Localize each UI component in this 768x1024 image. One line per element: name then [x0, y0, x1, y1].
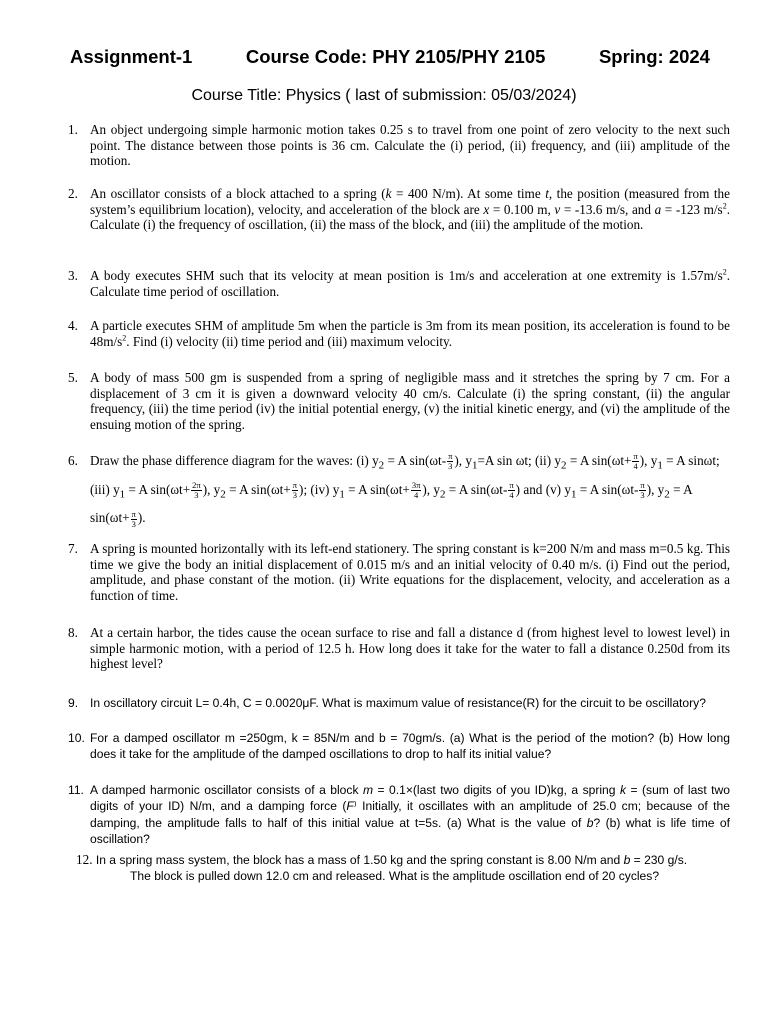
fraction-pi-over-3: $\frac{\pi}{3}$: [640, 480, 645, 501]
question-number: 9.: [68, 696, 79, 710]
question-12: [76, 852, 736, 885]
question-6: [68, 449, 730, 529]
question-number: 7.: [68, 541, 78, 556]
question-text: In oscillatory circuit L= 0.4h, C = 0.0020μF. What is maximum value of resistance(R) for the circuit to be oscillatory?: [90, 696, 706, 710]
fraction-pi-over-4: $\frac{\pi}{4}$: [633, 451, 638, 472]
fraction-pi-over-3: $\frac{\pi}{3}$: [292, 480, 298, 501]
course-code: Course Code: PHY 2105/PHY 2105: [245, 46, 546, 67]
question-number: 2.: [68, 186, 78, 201]
question-12-line-2: The block is pulled down 12.0 cm and released. What is the amplitude oscillation end of 20 cycles?: [130, 869, 660, 884]
question-10: [68, 730, 730, 763]
question-1: [68, 122, 730, 169]
question-number: 4.: [68, 318, 78, 333]
question-number: 11.: [68, 783, 84, 797]
fraction-2pi-over-3: $\frac{2\pi}{3}$: [192, 480, 201, 501]
question-number: 8.: [68, 625, 78, 640]
question-number: 5.: [68, 370, 78, 385]
question-text: A spring is mounted horizontally with its left-end stationery. The spring constant is k=200 N/m and mass m=0.5 kg. This time we give the body an initial displacement of 0.015 m/s and an initial velocity of 0.40 m/s. (i) Find out the period, amplitude, and phase constant of the motion. (ii) Write equations for the displacement, velocity, and acceleration as a function of time.: [90, 541, 730, 603]
semester: Spring: 2024: [598, 46, 710, 67]
question-3: [68, 268, 730, 299]
header: [70, 46, 710, 68]
question-text: A body of mass 500 gm is suspended from a spring of negligible mass and it stretches the spring by 7 cm. For a displacement of 3 cm it is given a downward velocity 40 cm/s. Calculate (i) the spring constant, (ii) the angular frequency, (iii) the time period (iv) the initial potential energy, (v) the initial kinetic energy, and (vi) the amplitude of the ensuing motion of the spring.: [90, 370, 730, 432]
question-4: [68, 318, 730, 349]
question-5: [68, 370, 730, 432]
question-number: 10.: [68, 731, 85, 745]
question-text: For a damped oscillator m =250gm, k = 85N/m and b = 70gm/s. (a) What is the period of the motion? (b) How long does it take for the amplitude of the damped oscillations to drop to half its initial value?: [90, 731, 730, 762]
question-number: 12.: [76, 852, 93, 867]
question-9: [68, 695, 730, 711]
fraction-pi-over-3: $\frac{\pi}{3}$: [448, 451, 453, 472]
question-text: A damped harmonic oscillator consists of a block m = 0.1×(last two digits of you ID)kg, a spring k = (sum of last two digits of your ID) N/m, and a damping force (F⁾ Initially, it oscillates with an amplitude of 25.0 cm; because of the damping, the amplitude falls to half of this initial value at t=5s. (a) What is the value of b? (b) what is life time of oscillation?: [90, 783, 730, 847]
question-8: [68, 625, 730, 672]
question-text: A particle executes SHM of amplitude 5m when the particle is 3m from its mean position, its acceleration is found to be $48m/s^2$. Find (i) velocity (ii) time period and (iii) maximum velocity.: [90, 318, 730, 349]
question-text: An oscillator consists of a block attached to a spring (k = 400 N/m). At some time t, the position (measured from the system’s equilibrium location), velocity, and acceleration of the block are x = 0.100 m, v = -13.6 m/s, and a = -123 $m/s^2$. Calculate (i) the frequency of oscillation, (ii) the mass of the block, and (iii) the amplitude of the motion.: [90, 186, 730, 233]
fraction-pi-over-3: $\frac{\pi}{3}$: [131, 508, 136, 529]
question-number: 3.: [68, 268, 78, 283]
fraction-3pi-over-4: $\frac{3\pi}{4}$: [411, 480, 421, 501]
question-text: Draw the phase difference diagram for the waves: (i) $y_2 = A$ sin(ωt- $\frac{\pi}{3}$ ), $y_1=A$ sin ωt; (ii) $y_2 = A$ sin(ωt+ $\frac{\pi}{4}$ ), $y_1 = A$ sinωt; (iii) $y_1 = A$ sin(ωt+ $\frac{2\pi}{3}$ ), $y_2 = A$ sin(ωt+ $\frac{\pi}{3}$ ); (iv) $y_1 = A$ sin(ωt+ $\frac{3\pi}{4}$ ), $y_2 = A$ sin(ωt- $\frac{\pi}{4}$ ) and (v) $y_1 = A$ sin(ωt- $\frac{\pi}{3}$ ), $y_2 = A$ sin(ωt+ $\frac{\pi}{3}$ ).: [90, 451, 720, 529]
question-number: 6.: [68, 453, 78, 468]
question-text: An object undergoing simple harmonic motion takes 0.25 s to travel from one point of zero velocity to the next such point. The distance between those points is 36 cm. Calculate the (i) period, (ii) frequency, and (iii) amplitude of the motion.: [90, 122, 730, 169]
question-number: 1.: [68, 122, 78, 137]
question-12-line-1: 12. In a spring mass system, the block has a mass of 1.50 kg and the spring constant is 8.00 N/m and b = 230 g/s.: [76, 852, 688, 867]
question-text: A body executes SHM such that its velocity at mean position is 1m/s and acceleration at one extremity is $1.57m/s^2$. Calculate time period of oscillation.: [90, 267, 730, 299]
question-text: At a certain harbor, the tides cause the ocean surface to rise and fall a distance d (from highest level to lowest level) in simple harmonic motion, with a period of 12.5 h. How long does it take for the water to fall a distance 0.250d from its highest level?: [90, 625, 730, 672]
assignment-title: Assignment-1: [70, 46, 193, 67]
course-title: Course Title: Physics ( last of submission: 05/03/2024): [191, 87, 577, 104]
question-11: [68, 782, 730, 848]
question-2: [68, 186, 730, 233]
fraction-pi-over-4: $\frac{\pi}{4}$: [509, 480, 514, 501]
question-7: [68, 541, 730, 603]
